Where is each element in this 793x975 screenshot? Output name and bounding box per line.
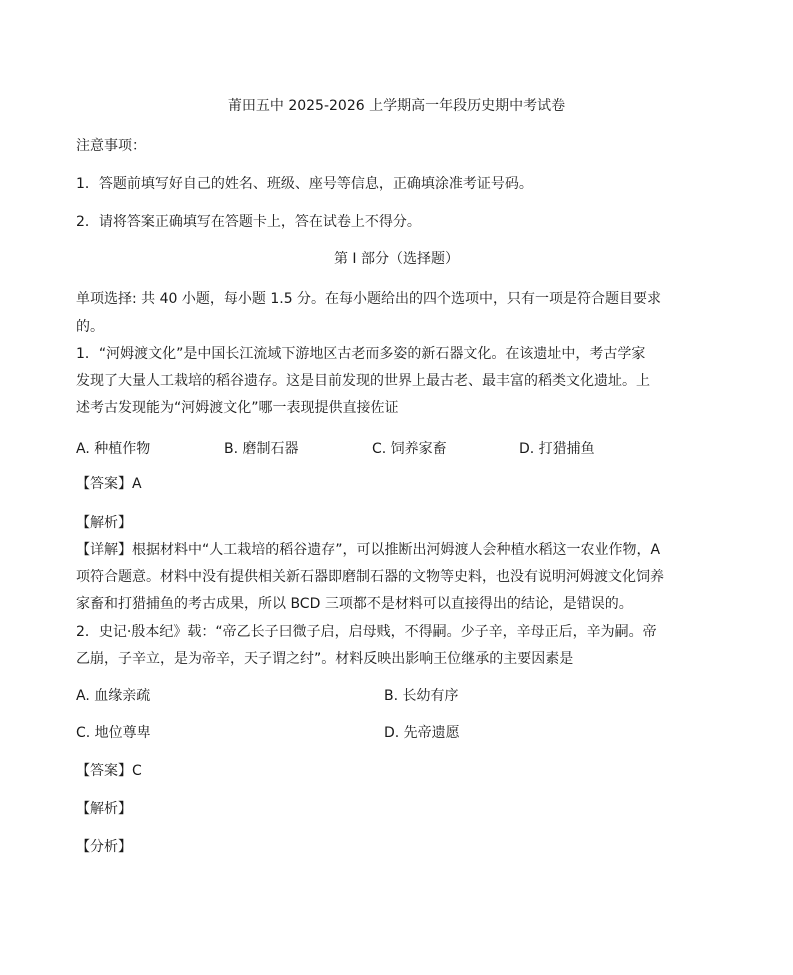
q1-option-d: D. 打猎捕鱼 xyxy=(519,441,595,457)
q1-stem-line-3: 述考古发现能为“河姆渡文化”哪一表现提供直接佐证 xyxy=(76,400,399,416)
q1-detail-line-3: 家畜和打猎捕鱼的考古成果，所以 BCD 三项都不是材料可以直接得出的结论，是错误的。 xyxy=(76,596,633,612)
q2-option-d: D. 先帝遗愿 xyxy=(384,725,460,741)
q1-stem-line-2: 发现了大量人工栽培的稻谷遗存。这是目前发现的世界上最古老、最丰富的稻类文化遗址。上 xyxy=(76,373,650,389)
q1-detail-line-1: 【详解】根据材料中“人工栽培的稻谷遗存”，可以推断出河姆渡人会种植水稻这一农业作物，A xyxy=(76,542,661,558)
q2-answer: 【答案】C xyxy=(76,763,142,779)
q1-option-b: B. 磨制石器 xyxy=(224,441,299,457)
q2-option-c: C. 地位尊卑 xyxy=(76,725,151,741)
exam-title: 莆田五中 2025-2026 上学期高一年段历史期中考试卷 xyxy=(227,98,566,114)
q1-option-c: C. 饲养家畜 xyxy=(372,441,447,457)
q1-stem-line-1: 1．“河姆渡文化”是中国长江流域下游地区古老而多姿的新石器文化。在该遗址中，考古学家 xyxy=(76,346,646,362)
instructions-line-2: 的。 xyxy=(76,319,104,335)
q1-answer: 【答案】A xyxy=(76,476,142,492)
q2-stem-line-1: 2．史记·殷本纪》载：“帝乙长子曰微子启，启母贱，不得嗣。少子辛，辛母正后，辛为嗣。帝 xyxy=(76,624,657,640)
q2-option-b: B. 长幼有序 xyxy=(384,688,459,704)
q1-option-a: A. 种植作物 xyxy=(76,441,151,457)
q1-detail-line-2: 项符合题意。材料中没有提供相关新石器即磨制石器的文物等史料，也没有说明河姆渡文化饲养 xyxy=(76,569,664,585)
q1-analysis-heading: 【解析】 xyxy=(76,515,132,531)
instructions-line-1: 单项选择: 共 40 小题，每小题 1.5 分。在每小题给出的四个选项中，只有一项是符合题目要求 xyxy=(76,291,662,307)
q2-analysis-heading: 【解析】 xyxy=(76,801,132,817)
notice-item-2: 2．请将答案正确填写在答题卡上，答在试卷上不得分。 xyxy=(76,214,421,230)
part-heading: 第 I 部分（选择题） xyxy=(333,251,460,267)
q2-analysis-sub: 【分析】 xyxy=(76,839,132,855)
q2-stem-line-2: 乙崩，子辛立，是为帝辛，天子谓之纣”。材料反映出影响王位继承的主要因素是 xyxy=(76,651,574,667)
q2-option-a: A. 血缘亲疏 xyxy=(76,688,151,704)
notice-item-1: 1．答题前填写好自己的姓名、班级、座号等信息，正确填涂准考证号码。 xyxy=(76,176,533,192)
notice-heading: 注意事项： xyxy=(76,138,146,154)
